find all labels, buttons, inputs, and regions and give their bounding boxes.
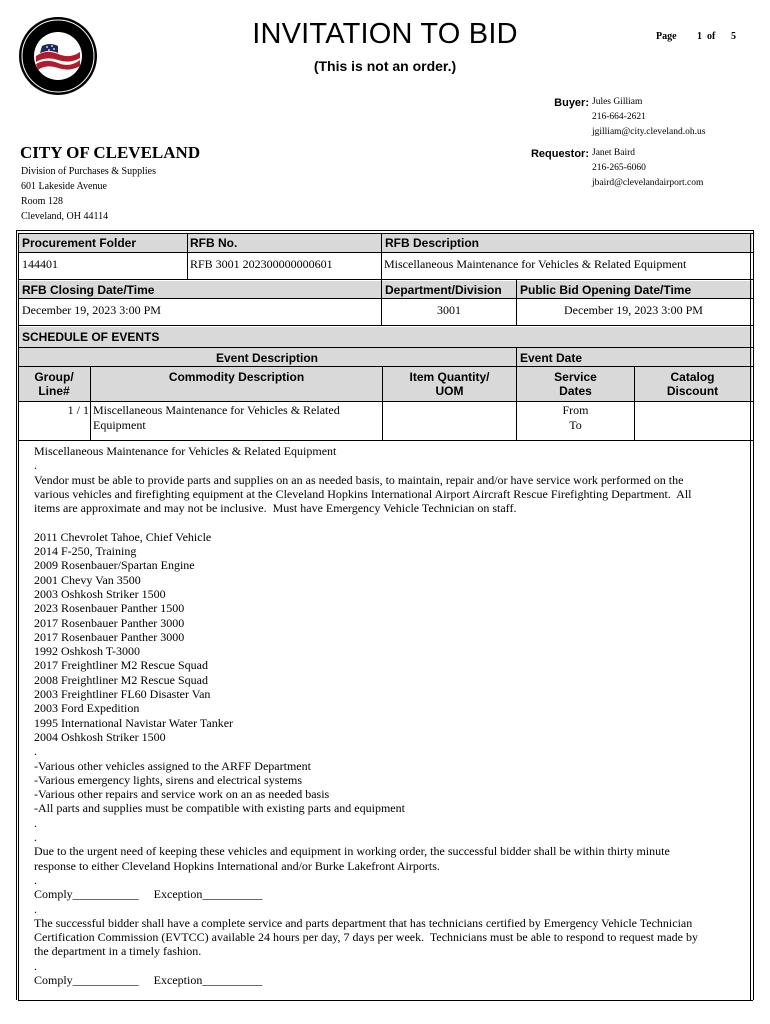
page-label: Page (656, 31, 677, 42)
catalog-discount-label: Catalog Discount (666, 370, 719, 398)
address-line: Cleveland, OH 44114 (21, 211, 109, 222)
buyer-label: Buyer: (554, 97, 589, 109)
department-value: 3001 (437, 303, 461, 317)
schedule-label: SCHEDULE OF EVENTS (22, 330, 160, 344)
issuer-name: CITY OF CLEVELAND (20, 143, 201, 162)
rfb-description-label: RFB Description (385, 236, 480, 250)
group-line-label: Group/ Line# (34, 370, 74, 398)
rfb-no-label: RFB No. (190, 236, 238, 250)
document-subtitle: (This is not an order.) (313, 58, 457, 74)
rfb-description-value: Miscellaneous Maintenance for Vehicles & Related Equipment (384, 257, 687, 271)
rfb-no-value: RFB 3001 202300000000601 (190, 257, 333, 271)
requestor-name: Janet Baird (592, 148, 636, 158)
buyer-phone: 216-664-2621 (592, 112, 646, 122)
buyer-email: jgilliam@city.cleveland.oh.us (592, 127, 706, 137)
item-qty-label: Item Quantity/ UOM (409, 370, 490, 398)
event-date-label: Event Date (520, 351, 583, 365)
service-dates-value: From To (562, 403, 589, 432)
city-seal-logo (18, 16, 98, 96)
item-description-body: Miscellaneous Maintenance for Vehicles & Related Equipment . Vendor must be able to provide parts and supplies on an as needed basis, to maintain, repair and/or have service work performed on the various vehicles and firefighting equipment at the Cleveland Hopkins International Airport Aircraft Rescue Firefighting Department. All items are approximate and may not be inclusive. Must have Emergency Vehicle Technician on staff. 2011 Chevrolet Tahoe, Chief Vehicle 2014 F-250, Training 2009 Rosenbauer/Spartan Engine 2001 Chevy Van 3500 2003 Oshkosh Striker 1500 2023 Rosenbauer Panther 1500 2017 Rosenbauer Panther 3000 2017 Rosenbauer Panther 3000 1992 Oshkosh T-3000 2017 Freightliner M2 Rescue Squad 2008 Freightliner M2 Rescue Squad 2003 Freightliner FL60 Disaster Van 2003 Ford Expedition 1995 International Navistar Water Tanker 2004 Oshkosh Striker 1500 . -Various other vehicles assigned to the ARFF Department -Various emergency lights, sirens and electrical systems -Various other repairs and service work on an as needed basis -All parts and supplies must be compatible with existing parts and equipment . . Due to the urgent need of keeping these vehicles and equipment in working order, the successful bidder shall be within thirty minute response to either Cleveland Hopkins International and/or Burke Lakefront Airports. . Comply___________ Exception__________ . The successful bidder shall have a complete service and parts department that has technicians certified by Emergency Vehicle Technician Certification Commission (EVTCC) available 24 hours per day, 7 days per week. Technicians must be able to respond to request made by the department in a timely fashion. . Comply___________ Exception__________ (34, 444, 698, 987)
opening-label: Public Bid Opening Date/Time (520, 283, 692, 297)
procurement-folder-label: Procurement Folder (22, 236, 137, 250)
procurement-folder-value: 144401 (22, 257, 58, 271)
page-number: 1 (697, 31, 702, 42)
service-dates-label: Service Dates (554, 370, 597, 398)
commodity-label: Commodity Description (168, 370, 305, 384)
requestor-label: Requestor: (530, 148, 589, 160)
opening-value: December 19, 2023 3:00 PM (564, 303, 703, 317)
line-description: Miscellaneous Maintenance for Vehicles & Related Equipment (93, 403, 340, 432)
page-of: of (707, 31, 716, 42)
address-line: Division of Purchases & Supplies (21, 166, 156, 177)
event-description-label: Event Description (215, 351, 319, 365)
line-group-value: 1 / 1 (67, 403, 89, 417)
issuer-address (21, 164, 156, 224)
closing-value: December 19, 2023 3:00 PM (22, 303, 161, 317)
document-title: INVITATION TO BID (252, 18, 518, 50)
requestor-email: jbaird@clevelandairport.com (592, 178, 704, 188)
closing-label: RFB Closing Date/Time (22, 283, 155, 297)
buyer-name: Jules Gilliam (592, 97, 643, 107)
department-label: Department/Division (385, 283, 502, 297)
address-line: 601 Lakeside Avenue (21, 181, 107, 192)
address-line: Room 128 (21, 196, 63, 207)
page-total: 5 (731, 31, 736, 42)
requestor-phone: 216-265-6060 (592, 163, 646, 173)
